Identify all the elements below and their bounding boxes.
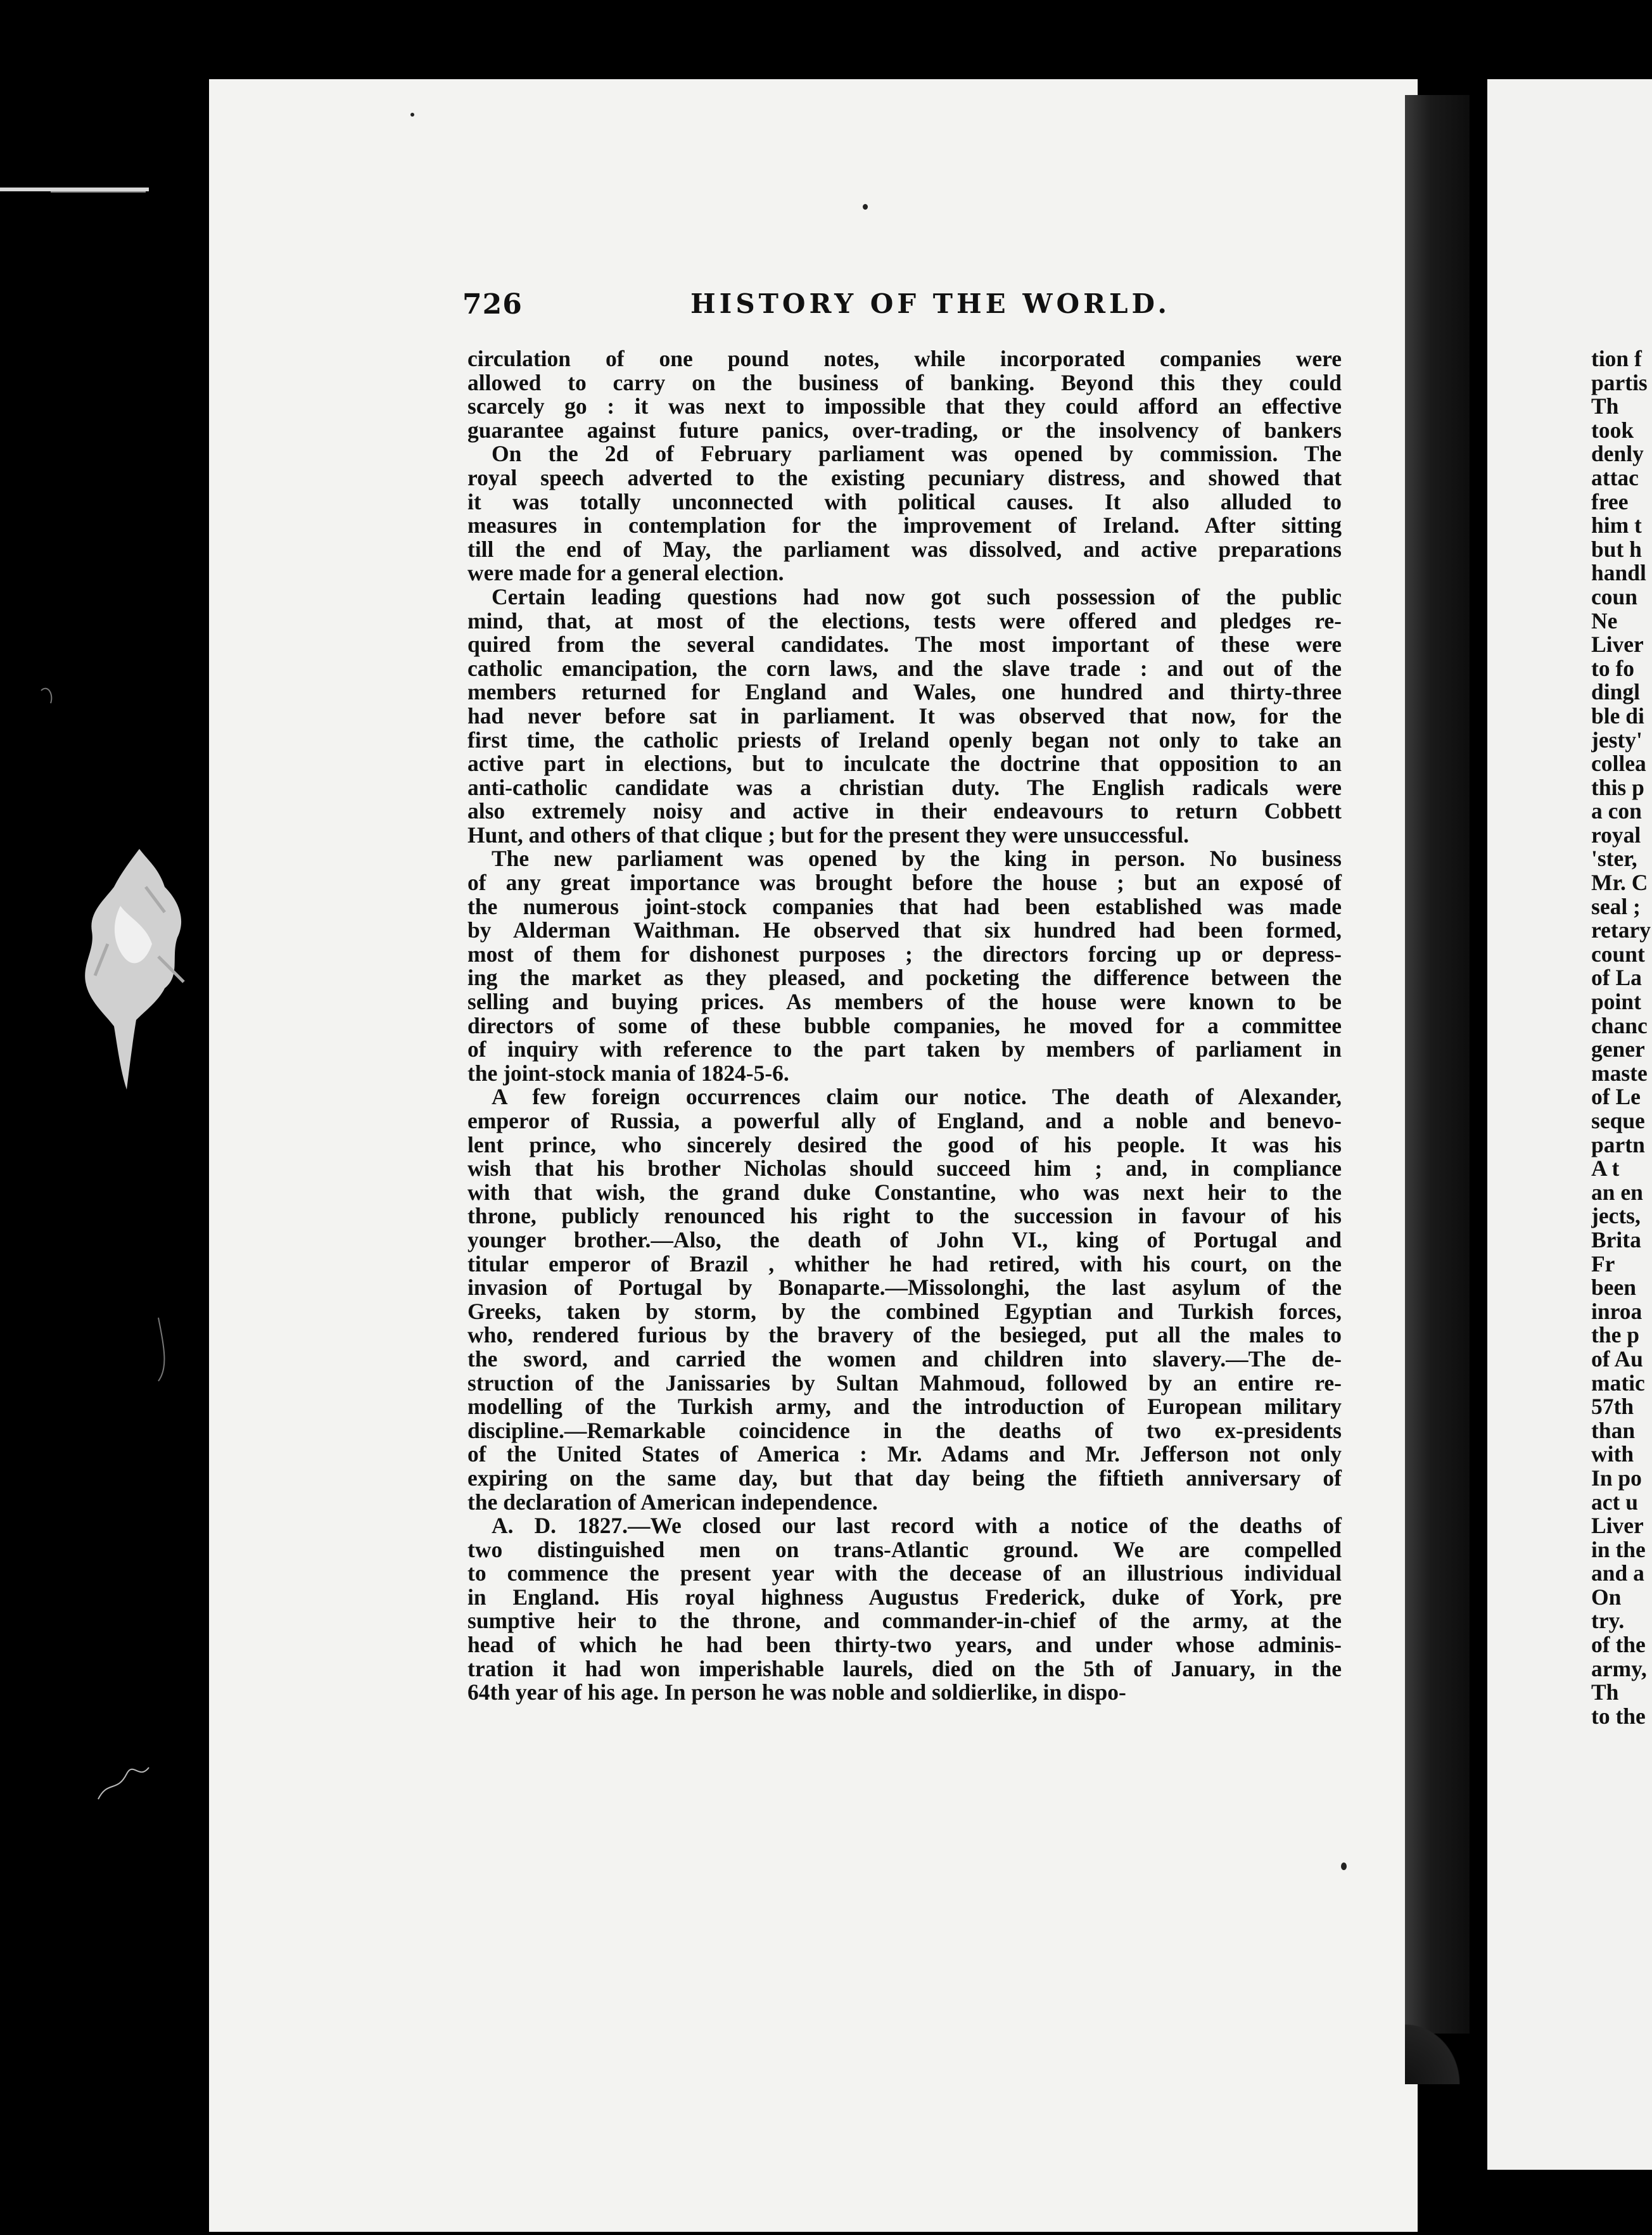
text-line: Certain leading questions had now got such possession of the public bbox=[492, 583, 1342, 609]
text-line: mind, that, at most of the elections, tests were offered and pledges re- bbox=[467, 608, 1342, 634]
text-line: till the end of May, the parliament was dissolved, and active preparations bbox=[467, 536, 1342, 562]
hair-artifact bbox=[38, 665, 203, 1869]
facing-text-fragment: him t bbox=[1591, 513, 1642, 538]
facing-text-fragment: Liver bbox=[1591, 1513, 1644, 1539]
text-line: in England. His royal highness Augustus Frederick, duke of York, pre bbox=[467, 1584, 1342, 1610]
facing-text-fragment: army, bbox=[1591, 1655, 1647, 1681]
facing-text-fragment: of Au bbox=[1591, 1346, 1643, 1372]
text-line: also extremely noisy and active in their endeavours to return Cobbett bbox=[467, 798, 1342, 824]
text-line: expiring on the same day, but that day being the fiftieth anniversary of bbox=[467, 1465, 1342, 1491]
text-line: who, rendered furious by the bravery of the besieged, put all the males to bbox=[467, 1322, 1342, 1348]
facing-text-fragment: Mr. C bbox=[1591, 870, 1648, 896]
facing-text-fragment: A t bbox=[1591, 1156, 1620, 1181]
facing-text-fragment: dingl bbox=[1591, 679, 1640, 705]
page-gutter-shadow bbox=[1405, 95, 1470, 2034]
facing-text-fragment: coun bbox=[1591, 583, 1637, 609]
text-line: allowed to carry on the business of banking. Beyond this they could bbox=[467, 369, 1342, 395]
facing-text-fragment: of the bbox=[1591, 1632, 1646, 1658]
text-line: struction of the Janissaries by Sultan Mahmoud, followed by an entire re- bbox=[467, 1370, 1342, 1396]
text-line: the joint-stock mania of 1824-5-6. bbox=[467, 1060, 789, 1086]
text-line: had never before sat in parliament. It was observed that now, for the bbox=[467, 703, 1342, 729]
text-line: anti-catholic candidate was a christian duty. The English radicals were bbox=[467, 774, 1342, 800]
facing-page-text bbox=[1591, 347, 1652, 1728]
text-line: two distinguished men on trans-Atlantic ground. We are compelled bbox=[467, 1536, 1342, 1562]
text-line: wish that his brother Nicholas should succeed him ; and, in compliance bbox=[467, 1156, 1342, 1181]
facing-text-fragment: to the bbox=[1591, 1703, 1646, 1729]
facing-text-fragment: chanc bbox=[1591, 1012, 1648, 1038]
facing-text-fragment: partis bbox=[1591, 369, 1648, 395]
facing-text-fragment: this p bbox=[1591, 774, 1644, 800]
facing-text-fragment: matic bbox=[1591, 1370, 1645, 1396]
text-line: it was totally unconnected with political causes. It also alluded to bbox=[467, 488, 1342, 514]
facing-text-fragment: Liver bbox=[1591, 632, 1644, 658]
text-line: first time, the catholic priests of Ireland openly began not only to take an bbox=[467, 727, 1342, 753]
facing-text-fragment: inroa bbox=[1591, 1298, 1642, 1324]
facing-text-fragment: point bbox=[1591, 989, 1641, 1015]
text-line: were made for a general election. bbox=[467, 560, 784, 586]
facing-text-fragment: attac bbox=[1591, 464, 1639, 490]
text-line: the sword, and carried the women and children into slavery.—The de- bbox=[467, 1346, 1342, 1372]
text-line: head of which he had been thirty-two years, and under whose adminis- bbox=[467, 1632, 1342, 1658]
text-line: to commence the present year with the decease of an illustrious individual bbox=[467, 1560, 1342, 1586]
text-line: of any great importance was brought before the house ; but an exposé of bbox=[467, 870, 1342, 896]
facing-text-fragment: On bbox=[1591, 1584, 1622, 1610]
text-line: discipline.—Remarkable coincidence in the deaths of two ex-presidents bbox=[467, 1417, 1342, 1443]
speck bbox=[1341, 1862, 1347, 1870]
facing-text-fragment: and a bbox=[1591, 1560, 1644, 1586]
facing-text-fragment: tion f bbox=[1591, 347, 1642, 371]
text-line: younger brother.—Also, the death of John VI., king of Portugal and bbox=[467, 1226, 1342, 1252]
facing-text-fragment: In po bbox=[1591, 1465, 1642, 1491]
facing-text-fragment: Th bbox=[1591, 393, 1619, 419]
facing-text-fragment: retary bbox=[1591, 917, 1651, 943]
page-header bbox=[462, 288, 1349, 326]
text-line: Hunt, and others of that clique ; but for the present they were unsuccessful. bbox=[467, 822, 1189, 848]
text-line: royal speech adverted to the existing pecuniary distress, and showed that bbox=[467, 464, 1342, 490]
text-line: invasion of Portugal by Bonaparte.—Missolonghi, the last asylum of the bbox=[467, 1275, 1342, 1301]
facing-text-fragment: seque bbox=[1591, 1108, 1645, 1133]
facing-text-fragment: collea bbox=[1591, 751, 1646, 777]
facing-text-fragment: in the bbox=[1591, 1536, 1646, 1562]
text-line: guarantee against future panics, over-trading, or the insolvency of bankers bbox=[467, 417, 1342, 443]
page-number: 726 bbox=[462, 288, 523, 321]
body-text bbox=[467, 347, 1342, 1705]
text-line: throne, publicly renounced his right to the succession in favour of his bbox=[467, 1203, 1342, 1229]
running-head: HISTORY OF THE WORLD. bbox=[690, 288, 1171, 319]
facing-text-fragment: gener bbox=[1591, 1036, 1645, 1062]
text-line: of the United States of America : Mr. Adams and Mr. Jefferson not only bbox=[467, 1441, 1342, 1467]
text-line: quired from the several candidates. The most important of these were bbox=[467, 632, 1342, 658]
text-line: active part in elections, but to inculcate the doctrine that opposition to an bbox=[467, 751, 1342, 777]
text-line: lent prince, who sincerely desired the good of his people. It was his bbox=[467, 1131, 1342, 1157]
facing-text-fragment: act u bbox=[1591, 1489, 1638, 1515]
text-line: selling and buying prices. As members of the house were known to be bbox=[467, 989, 1342, 1015]
text-line: tration it had won imperishable laurels, died on the 5th of January, in the bbox=[467, 1655, 1342, 1681]
text-line: members returned for England and Wales, one hundred and thirty-three bbox=[467, 679, 1342, 705]
facing-text-fragment: jesty' bbox=[1591, 727, 1642, 753]
facing-text-fragment: try. bbox=[1591, 1608, 1625, 1634]
text-line: catholic emancipation, the corn laws, and the slave trade : and out of the bbox=[467, 655, 1342, 681]
facing-text-fragment: than bbox=[1591, 1417, 1636, 1443]
speck bbox=[410, 113, 414, 117]
text-line: ing the market as they pleased, and pocketing the difference between the bbox=[467, 965, 1342, 991]
facing-text-fragment: been bbox=[1591, 1275, 1636, 1301]
facing-text-fragment: took bbox=[1591, 417, 1634, 443]
page-corner-shadow bbox=[1405, 2008, 1475, 2084]
text-line: titular emperor of Brazil , whither he had retired, with his court, on the bbox=[467, 1251, 1342, 1277]
text-line: Greeks, taken by storm, by the combined Egyptian and Turkish forces, bbox=[467, 1298, 1342, 1324]
text-line: of inquiry with reference to the part taken by members of parliament in bbox=[467, 1036, 1342, 1062]
facing-text-fragment: ble di bbox=[1591, 703, 1644, 729]
facing-text-fragment: but h bbox=[1591, 536, 1642, 562]
text-line: The new parliament was opened by the king in person. No business bbox=[492, 846, 1342, 872]
text-line: the numerous joint-stock companies that had been established was made bbox=[467, 893, 1342, 919]
facing-text-fragment: a con bbox=[1591, 798, 1642, 824]
facing-text-fragment: maste bbox=[1591, 1060, 1648, 1086]
text-line: measures in contemplation for the improvement of Ireland. After sitting bbox=[467, 513, 1342, 538]
text-line: 64th year of his age. In person he was noble and soldierlike, in dispo- bbox=[467, 1679, 1126, 1705]
speck bbox=[863, 204, 868, 210]
text-line: circulation of one pound notes, while incorporated companies were bbox=[467, 346, 1342, 371]
scanner-streak-shadow bbox=[51, 191, 146, 193]
text-line: emperor of Russia, a powerful ally of England, and a noble and benevo- bbox=[467, 1108, 1342, 1133]
facing-text-fragment: free bbox=[1591, 488, 1629, 514]
facing-text-fragment: to fo bbox=[1591, 655, 1635, 681]
facing-text-fragment: 'ster, bbox=[1591, 846, 1637, 872]
text-line: sumptive heir to the throne, and commander-in-chief of the army, at the bbox=[467, 1608, 1342, 1634]
facing-text-fragment: seal ; bbox=[1591, 893, 1641, 919]
text-line: most of them for dishonest purposes ; the directors forcing up or depress- bbox=[467, 941, 1342, 967]
facing-text-fragment: Th bbox=[1591, 1679, 1619, 1705]
facing-text-fragment: of Le bbox=[1591, 1084, 1641, 1110]
text-line: scarcely go : it was next to impossible that they could afford an effective bbox=[467, 393, 1342, 419]
facing-text-fragment: count bbox=[1591, 941, 1645, 967]
facing-text-fragment: partn bbox=[1591, 1131, 1645, 1157]
facing-text-fragment: of La bbox=[1591, 965, 1642, 991]
text-line: with that wish, the grand duke Constantine, who was next heir to the bbox=[467, 1179, 1342, 1205]
text-line: the declaration of American independence. bbox=[467, 1489, 878, 1515]
facing-text-fragment: the p bbox=[1591, 1322, 1639, 1348]
facing-text-fragment: jects, bbox=[1591, 1203, 1641, 1229]
facing-text-fragment: 57th bbox=[1591, 1394, 1634, 1420]
text-line: by Alderman Waithman. He observed that six hundred had been formed, bbox=[467, 917, 1342, 943]
text-line: A few foreign occurrences claim our notice. The death of Alexander, bbox=[492, 1084, 1342, 1110]
text-line: modelling of the Turkish army, and the introduction of European military bbox=[467, 1394, 1342, 1420]
facing-text-fragment: an en bbox=[1591, 1179, 1643, 1205]
text-line: A. D. 1827.—We closed our last record with a notice of the deaths of bbox=[492, 1513, 1342, 1539]
text-line: On the 2d of February parliament was opened by commission. The bbox=[492, 441, 1342, 467]
facing-text-fragment: Ne bbox=[1591, 608, 1618, 634]
facing-text-fragment: Fr bbox=[1591, 1251, 1615, 1277]
facing-text-fragment: Brita bbox=[1591, 1226, 1641, 1252]
facing-text-fragment: royal bbox=[1591, 822, 1641, 848]
text-line: directors of some of these bubble companies, he moved for a committee bbox=[467, 1012, 1342, 1038]
facing-text-fragment: handl bbox=[1591, 560, 1646, 586]
facing-text-fragment: with bbox=[1591, 1441, 1634, 1467]
facing-text-fragment: denly bbox=[1591, 441, 1644, 467]
